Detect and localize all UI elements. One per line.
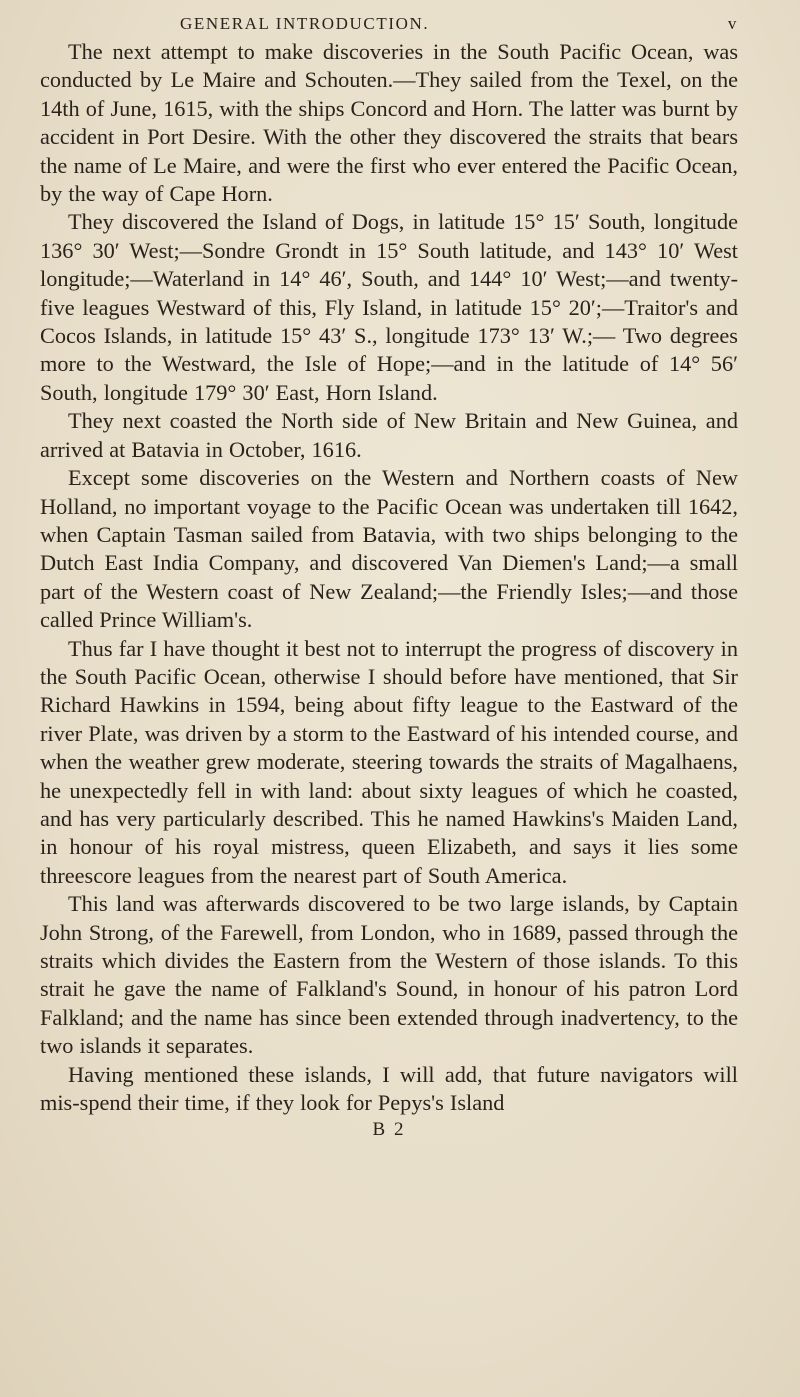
paragraph-tasman: Except some discoveries on the Western and Northern coasts of New Holland, no important voyage to the Pacific Ocean was undertaken till 1642, when Captain Tasman sailed from Batavia, with two ships belonging to the Dutch East India Company, and discovered Van Diemen's Land;—a small part of the Western coast of New Zealand;—the Friendly Isles;—and those called Prince William's. [40,465,738,633]
paragraph-falkland: This land was afterwards discovered to be two large islands, by Captain John Strong, of the Farewell, from London, who in 1689, passed through the straits which divides the Eastern from the Western of those islands. To this strait he gave the name of Falkland's Sound, in honour of his patron Lord Falkland; and the name has since been extended through inadvertency, to the two islands it separates. [40,891,738,1059]
body-text [40,38,738,1117]
running-head [40,14,738,36]
signature-mark: B 2 [372,1119,406,1141]
paragraph-islands-discovered: They discovered the Island of Dogs, in latitude 15° 15′ South, longitude 136° 30′ West;—Sondre Grondt in 15° South latitude, and 143° 10′ West longitude;—Waterland in 14° 46′, South, and 144° 10′ West;—and twenty-five leagues Westward of this, Fly Island, in latitude 15° 20′;—Traitor's and Cocos Islands, in latitude 15° 43′ S., longitude 173° 13′ W.;— Two degrees more to the Westward, the Isle of Hope;—and in the latitude of 14° 56′ South, longitude 179° 30′ East, Horn Island. [40,209,738,405]
page-number: v [727,14,738,33]
paragraph-new-britain: They next coasted the North side of New Britain and New Guinea, and arrived at Batavia in October, 1616. [40,408,738,462]
paragraph-pepys-island: Having mentioned these islands, I will add, that future navigators will mis-spend their time, if they look for Pepys's Island [40,1061,738,1116]
paragraph-le-maire: The next attempt to make discoveries in the South Pacific Ocean, was conducted by Le Maire and Schouten.—They sailed from the Texel, on the 14th of June, 1615, with the ships Concord and Horn. The latter was burnt by accident in Port Desire. With the other they discovered the straits that bears the name of Le Maire, and were the first who ever entered the Pacific Ocean, by the way of Cape Horn. [40,39,738,207]
running-head-title: GENERAL INTRODUCTION. [180,14,430,33]
paragraph-hawkins: Thus far I have thought it best not to interrupt the progress of discovery in the South Pacific Ocean, otherwise I should before have mentioned, that Sir Richard Hawkins in 1594, being about fifty league to the Eastward of the river Plate, was driven by a storm to the Eastward of his intended course, and when the weather grew moderate, steering towards the straits of Magalhaens, he unexpectedly fell in with land: about sixty leagues of which he coasted, and has very particularly described. This he named Hawkins's Maiden Land, in honour of his royal mistress, queen Elizabeth, and says it lies some threescore leagues from the nearest part of South America. [40,635,738,888]
